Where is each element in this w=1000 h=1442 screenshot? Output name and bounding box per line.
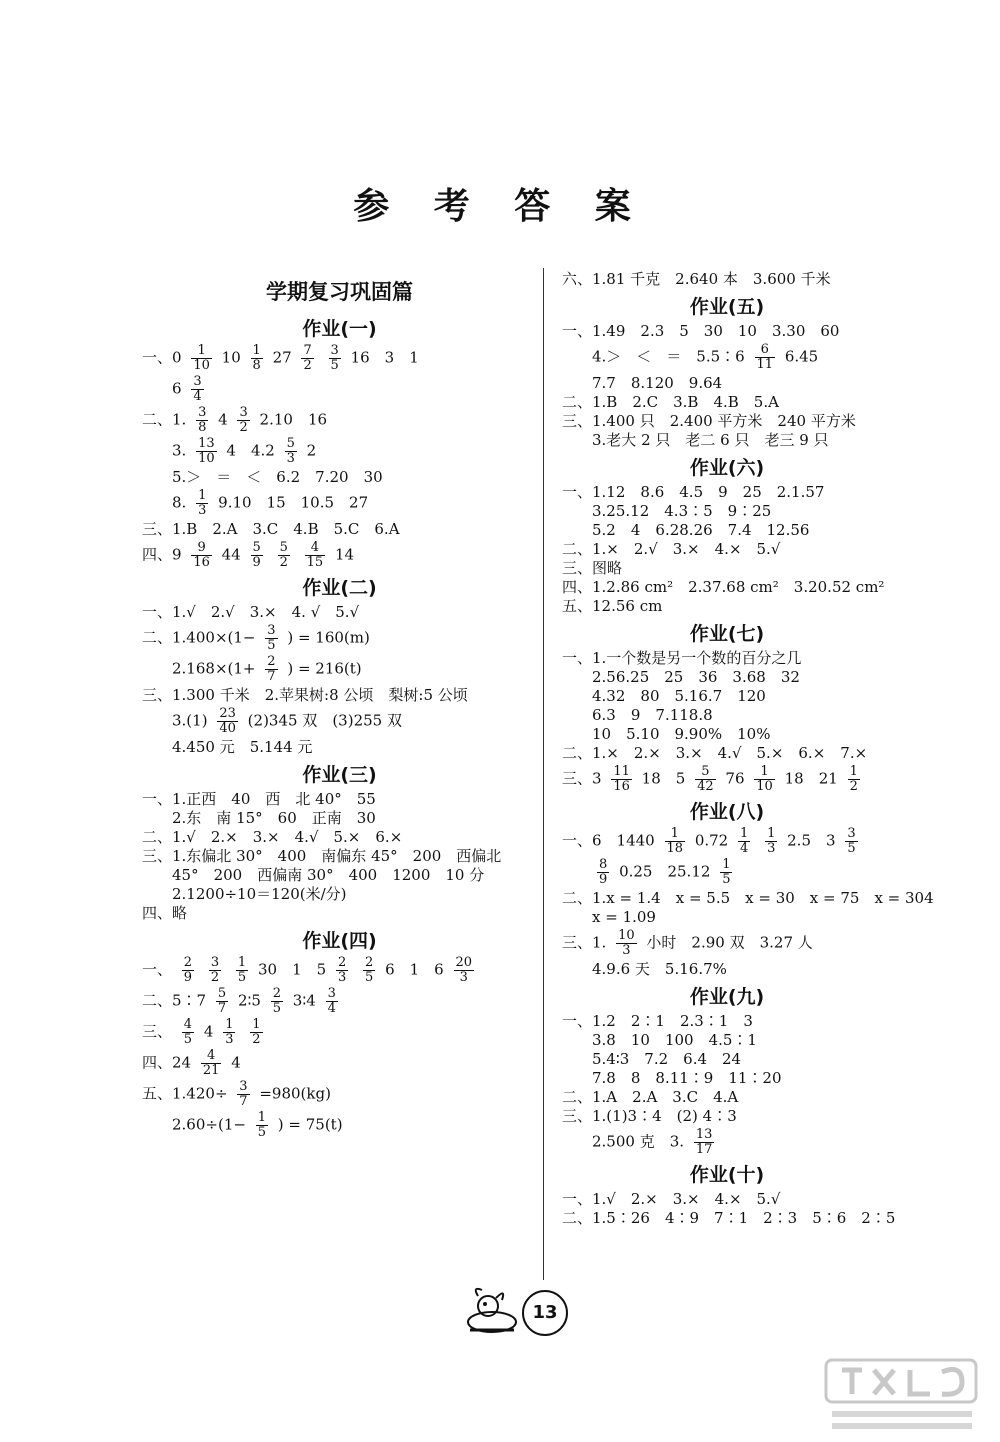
answer-line: 一、6 1440 $\frac{1}{18}$ 0.72 $\frac{1}{4}$ $\frac{1}{3}$ 2.5 3 $\frac{3}{5}$ [562, 826, 856, 856]
answer-line: 6 $\frac{3}{4}$ [172, 374, 202, 404]
homework-4-heading: 作业(四) [302, 930, 377, 952]
fraction: $\frac{1}{10}$ [193, 343, 210, 373]
answer-line: 一、1.12 8.6 4.5 9 25 2.1.57 [562, 483, 825, 501]
answer-line: 2.500 克 3. $\frac{13}{17}$ [592, 1127, 713, 1157]
answer-line: 5.4∶3 7.2 6.4 24 [592, 1050, 742, 1068]
answer-line: 二、1.A 2.A 3.C 4.A [562, 1088, 739, 1106]
answer-line: 三、图略 [562, 559, 623, 577]
homework-3-heading: 作业(三) [302, 764, 377, 786]
answer-line: 7.8 8 8.11∶9 11∶20 [592, 1069, 782, 1087]
answer-line: 四、9 $\frac{9}{16}$ 44 $\frac{5}{9}$ $\frac{5}{2}$ $\frac{4}{15}$ 14 [142, 540, 355, 570]
answer-line: 7.7 8.120 9.64 [592, 374, 723, 392]
answer-line: 5.＞ ＝ ＜ 6.2 7.20 30 [172, 468, 383, 486]
answer-line: 2.东 南 15° 60 正南 30 [172, 809, 376, 827]
answer-line: 二、1.5∶26 4∶9 7∶1 2∶3 5∶6 2∶5 [562, 1209, 896, 1227]
answer-line: 2.168×(1+ $\frac{2}{7}$ ) = 216(t) [172, 654, 362, 684]
answer-line: 二、1.√ 2.× 3.× 4.√ 5.× 6.× [142, 828, 403, 846]
fraction: $\frac{3}{4}$ [327, 986, 336, 1016]
homework-2-heading: 作业(二) [302, 577, 377, 599]
fraction: $\frac{1}{3}$ [198, 488, 207, 518]
fraction: $\frac{5}{9}$ [252, 540, 261, 570]
homework-6-heading: 作业(六) [689, 457, 765, 479]
answer-line: 三、3 $\frac{11}{16}$ 18 5 $\frac{5}{42}$ 76 $\frac{1}{10}$ 18 21 $\frac{1}{2}$ [562, 764, 858, 794]
fraction: $\frac{3}{4}$ [193, 374, 202, 404]
answer-line: $\frac{8}{9}$ 0.25 25.12 $\frac{1}{5}$ [599, 857, 731, 887]
answer-line: 三、1.(1)3∶4 (2) 4∶3 [562, 1107, 737, 1125]
left-column [142, 270, 537, 1142]
answer-line: 三、1.300 千米 2.苹果树:8 公顷 梨树:5 公顷 [142, 686, 468, 704]
answer-line: x = 1.09 [592, 908, 656, 926]
answer-line: 四、1.2.86 cm² 2.37.68 cm² 3.20.52 cm² [562, 578, 885, 596]
answer-line: 二、5∶7 $\frac{5}{7}$ 2∶5 $\frac{2}{5}$ 3∶4 $\frac{3}{4}$ [142, 986, 336, 1016]
answer-line: 一、1.一个数是另一个数的百分之几 [562, 649, 802, 667]
fraction: $\frac{2}{9}$ [183, 955, 193, 985]
fraction: $\frac{3}{8}$ [198, 405, 207, 435]
answer-line: 三、1.400 只 2.400 平方米 240 平方米 [562, 412, 856, 430]
answer-line: 二、1.400×(1− $\frac{3}{5}$ ) = 160(m) [142, 623, 370, 653]
fraction: $\frac{5}{3}$ [286, 436, 295, 466]
answer-line: 二、1.x = 1.4 x = 5.5 x = 30 x = 75 x = 304 [562, 889, 934, 907]
fraction: $\frac{1}{2}$ [849, 764, 858, 794]
answer-line: 六、1.81 千克 2.640 本 3.600 千米 [562, 270, 831, 288]
answer-line: 一、0 $\frac{1}{10}$ 10 $\frac{1}{8}$ 27 $\frac{7}{2}$ $\frac{3}{5}$ 16 3 1 [142, 343, 419, 373]
fraction: $\frac{5}{2}$ [279, 540, 288, 570]
fraction: $\frac{7}{2}$ [303, 343, 312, 373]
fraction: $\frac{23}{40}$ [219, 706, 236, 736]
fraction: $\frac{3}{5}$ [847, 826, 856, 856]
homework-1-heading: 作业(一) [302, 318, 377, 340]
fraction: $\frac{5}{7}$ [217, 986, 227, 1016]
answer-line: 三、 $\frac{4}{5}$ 4 $\frac{1}{3}$ $\frac{1}{2}$ [142, 1017, 261, 1047]
answer-line: 一、1.正西 40 西 北 40° 55 [142, 790, 376, 808]
answer-line: 四、略 [142, 904, 188, 922]
answer-line: 3.25.12 4.3∶5 9∶25 [592, 502, 772, 520]
fraction: $\frac{1}{10}$ [756, 764, 773, 794]
answer-line: 4.9.6 天 5.16.7% [592, 960, 727, 978]
answer-line: 二、1.× 2.√ 3.× 4.× 5.√ [562, 540, 781, 558]
answer-line: 2.60÷(1− $\frac{1}{5}$ ) = 75(t) [172, 1110, 343, 1140]
fraction: $\frac{13}{10}$ [198, 436, 215, 466]
fraction: $\frac{3}{2}$ [210, 955, 220, 985]
fraction: $\frac{1}{2}$ [252, 1017, 261, 1047]
answer-line: 4.32 80 5.16.7 120 [592, 687, 766, 705]
answer-line: 8. $\frac{1}{3}$ 9.10 15 10.5 27 [172, 488, 369, 518]
answer-line: 2.1200÷10＝120(米/分) [172, 885, 347, 903]
fraction: $\frac{8}{9}$ [599, 857, 608, 887]
answer-line: 二、1.× 2.× 3.× 4.√ 5.× 6.× 7.× [562, 744, 868, 762]
fraction: $\frac{1}{5}$ [237, 955, 247, 985]
watermark-logo [822, 1354, 982, 1434]
answer-line: 2.56.25 25 36 3.68 32 [592, 668, 800, 686]
answer-line: 五、1.420÷ $\frac{3}{7}$ =980(kg) [142, 1079, 331, 1109]
answer-line: 三、1.东偏北 30° 400 南偏东 45° 200 西偏北 [142, 847, 502, 865]
fraction: $\frac{4}{21}$ [202, 1048, 220, 1078]
answer-line: 二、1.B 2.C 3.B 4.B 5.A [562, 393, 779, 411]
fraction: $\frac{2}{3}$ [337, 955, 347, 985]
homework-7-heading: 作业(七) [689, 623, 765, 645]
answer-line: 3.(1) $\frac{23}{40}$ (2)345 双 (3)255 双 [172, 706, 402, 736]
answer-line: 6.3 9 7.118.8 [592, 706, 713, 724]
answer-line: 4.450 元 5.144 元 [172, 738, 313, 756]
fraction: $\frac{3}{2}$ [239, 405, 248, 435]
fraction: $\frac{10}{3}$ [618, 928, 635, 958]
fraction: $\frac{3}{5}$ [267, 623, 276, 653]
homework-9-heading: 作业(九) [689, 986, 765, 1008]
fraction: $\frac{3}{7}$ [239, 1079, 248, 1109]
mascot-icon [462, 1282, 526, 1338]
answer-line: 3. $\frac{13}{10}$ 4 4.2 $\frac{5}{3}$ 2 [172, 436, 317, 466]
fraction: $\frac{1}{4}$ [740, 826, 749, 856]
fraction: $\frac{1}{5}$ [722, 857, 731, 887]
answer-line: 一、1.√ 2.√ 3.× 4. √ 5.√ [142, 603, 360, 621]
answer-line: 二、1. $\frac{3}{8}$ 4 $\frac{3}{2}$ 2.10 16 [142, 405, 328, 435]
answer-line: 3.8 10 100 4.5∶1 [592, 1031, 757, 1049]
fraction: $\frac{1}{3}$ [225, 1017, 234, 1047]
fraction: $\frac{4}{15}$ [306, 540, 324, 570]
page-title: 参 考 答 案 [353, 186, 647, 227]
fraction: $\frac{2}{7}$ [267, 654, 276, 684]
answer-line: 一、1.2 2∶1 2.3∶1 3 [562, 1012, 753, 1030]
fraction: $\frac{1}{5}$ [257, 1110, 266, 1140]
answer-line: 三、1. $\frac{10}{3}$ 小时 2.90 双 3.27 人 [562, 928, 813, 958]
homework-10-heading: 作业(十) [689, 1164, 765, 1186]
answer-line: 5.2 4 6.28.26 7.4 12.56 [592, 521, 810, 539]
fraction: $\frac{5}{42}$ [697, 764, 714, 794]
answer-line: 一、1.√ 2.× 3.× 4.× 5.√ [562, 1190, 781, 1208]
answer-line: 一、1.49 2.3 5 30 10 3.30 60 [562, 322, 840, 340]
right-column [562, 270, 934, 1228]
answer-line: 3.老大 2 只 老二 6 只 老三 9 只 [592, 431, 829, 449]
answer-line: 4.＞ ＜ ＝ 5.5∶6 $\frac{6}{11}$ 6.45 [592, 342, 819, 372]
fraction: $\frac{1}{3}$ [767, 826, 776, 856]
answer-line: 45° 200 西偏南 30° 400 1200 10 分 [172, 866, 485, 884]
answer-line: 10 5.10 9.90% 10% [592, 725, 771, 743]
fraction: $\frac{1}{18}$ [666, 826, 684, 856]
answer-line: 一、 $\frac{2}{9}$ $\frac{3}{2}$ $\frac{1}{5}$ 30 1 5 $\frac{2}{3}$ $\frac{2}{5}$ 6 1 6 $\frac{20}{3}$ [142, 955, 473, 985]
fraction: $\frac{4}{5}$ [183, 1017, 193, 1047]
answer-line: 五、12.56 cm [562, 597, 663, 615]
page-number: 13 [522, 1290, 568, 1336]
fraction: $\frac{20}{3}$ [455, 955, 473, 985]
homework-8-heading: 作业(八) [689, 801, 765, 823]
column-divider [543, 268, 544, 1280]
fraction: $\frac{2}{5}$ [272, 986, 281, 1016]
fraction: $\frac{6}{11}$ [756, 342, 774, 372]
fraction: $\frac{13}{17}$ [695, 1127, 713, 1157]
answer-line: 三、1.B 2.A 3.C 4.B 5.C 6.A [142, 520, 400, 538]
fraction: $\frac{3}{5}$ [330, 343, 339, 373]
fraction: $\frac{2}{5}$ [365, 955, 374, 985]
fraction: $\frac{11}{16}$ [613, 764, 630, 794]
answer-line: 四、24 $\frac{4}{21}$ 4 [142, 1048, 241, 1078]
fraction: $\frac{1}{8}$ [252, 343, 261, 373]
section-heading: 学期复习巩固篇 [266, 280, 413, 304]
homework-5-heading: 作业(五) [689, 296, 765, 318]
fraction: $\frac{9}{16}$ [193, 540, 210, 570]
